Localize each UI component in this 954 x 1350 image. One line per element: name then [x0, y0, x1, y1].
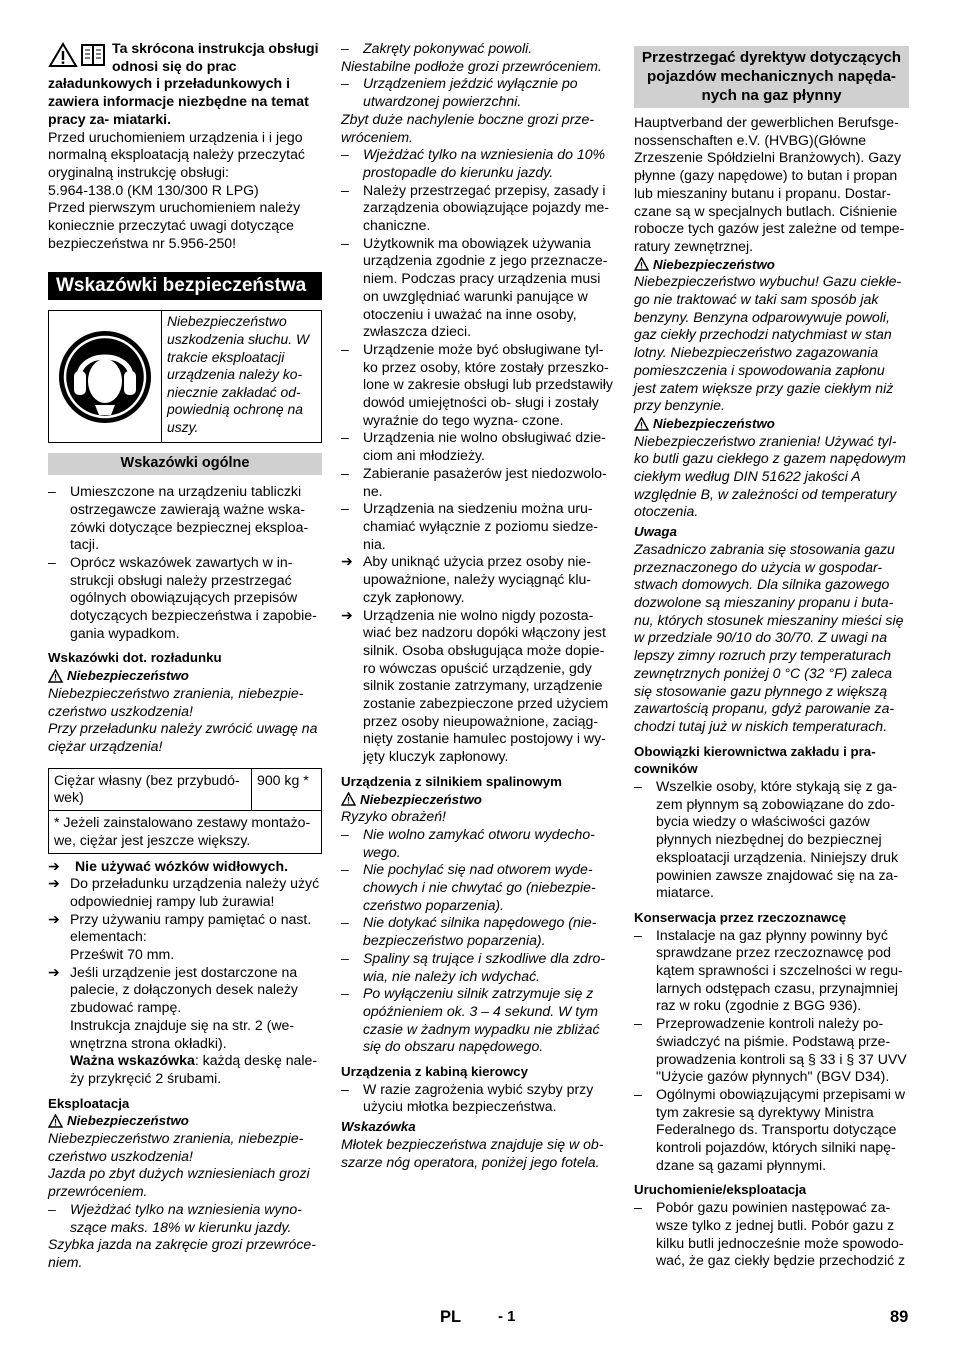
danger-label-row	[48, 1112, 322, 1130]
clearance-text: Prześwit 70 mm.	[70, 946, 175, 963]
section-title: Wskazówki bezpieczeństwa	[48, 272, 322, 300]
dash-marker: –	[341, 234, 349, 251]
dash-marker: –	[341, 75, 349, 92]
lpg-heading: Przestrzegać dyrektyw dotyczących pojazdów mechanicznych napęda- nych na gaz płynny	[634, 46, 909, 108]
hearing-protection-box	[48, 310, 322, 443]
operation-heading: Eksploatacja	[48, 1095, 130, 1111]
dash-marker: –	[634, 778, 642, 795]
explosion-warning: Niebezpieczeństwo wybuchu! Gazu ciekłe- go nie traktować w taki sam sposób jak benzyny. Benzyna odparowywuje powoli, gaz ciekły przechodzi natychmiast w stan lotny. Niebezpieczeństwo zagazowania pomieszczenia i spowodowania zapłonu jest zatem większe przy gazie ciekłym niż przy benzynie.	[634, 273, 902, 414]
side-tilt-warning: Zbyt duże nachylenie boczne grozi prze- wróceniem.	[341, 110, 595, 145]
manual-book-icon	[80, 42, 106, 68]
dash-marker: –	[341, 429, 349, 446]
dash-marker: –	[341, 985, 349, 1002]
danger-label: Niebezpieczeństwo	[360, 791, 482, 807]
list-item: – Nie wolno zamykać otworu wydecho- wego.	[341, 825, 595, 860]
intro-safety-ref: Przed pierwszym uruchomieniem należy koniecznie przeczytać uwagi dotyczące bezpieczeństwa nr 5.956-250!	[48, 199, 301, 251]
danger-label-row	[634, 415, 909, 433]
list-item: – Pobór gazu powinien następować za- wsze tylko z jednej butli. Pobór gazu z kilku butli jednocześnie może spowodo- wać, że gaz ciekły będzie przechodzić z	[634, 1199, 906, 1269]
dash-marker: –	[341, 914, 349, 931]
note-text: Młotek bezpieczeństwa znajduje się w ob- szarze nóg operatora, poniżej jego fotela.	[341, 1135, 604, 1170]
engine-heading: Urządzenia z silnikiem spalinowym	[341, 773, 562, 789]
arrow-icon: ➔	[48, 963, 60, 980]
list-item: – Zabieranie pasażerów jest niedozwolo- ne.	[341, 464, 607, 499]
arrow-icon: ➔	[341, 606, 353, 623]
list-item: – Ogólnymi obowiązującymi przepisami w tym zakresie są dyrektywy Ministra Federalnego ds. Transportu dotyczące kontroli pojazdów, których silniki napę- dzane są gazami płynnymi.	[634, 1085, 906, 1173]
transfer-heading: Wskazówki dot. rozładunku	[48, 650, 222, 666]
list-item: – Użytkownik ma obowiązek używania urządzenia zgodnie z jego przeznacze- niem. Podczas pracy urządzenia musi on uwzględniać warunki panujące w otoczeniu i uważać na inne osoby, zwłaszcza dzieci.	[341, 234, 608, 340]
dash-marker: –	[634, 1085, 642, 1102]
operation-warning: Niebezpieczeństwo zranienia, niebezpie- czeństwo uszkodzenia!	[48, 1130, 304, 1164]
warning-triangle-icon	[634, 257, 649, 271]
dash-marker: –	[341, 340, 349, 357]
list-item: ➔ Nie używać wózków widłowych.	[48, 857, 289, 874]
ear-protection-icon	[57, 329, 153, 425]
injury-risk: Ryzyko obrażeń!	[341, 808, 446, 825]
dash-marker: –	[341, 146, 349, 163]
column-3	[634, 40, 909, 1270]
list-item: – Wjeżdżać tylko na wzniesienia wyno- szące maks. 18% w kierunku jazdy.	[48, 1200, 302, 1235]
column-1	[48, 40, 322, 1272]
weight-label: Ciężar własny (bez przybudó- wek)	[49, 768, 252, 810]
list-item: – Instalacje na gaz płynny powinny być sprawdzane przez rzeczoznawcę pod kątem sprawności i szczelności w regu- larnych odstępach czasu, przynajmniej raz w roku (zgodnie z BGG 936).	[634, 926, 903, 1014]
intro-paragraph: Przed uruchomieniem urządzenia i i jego normalną eksploatacją należy przeczytać oryginalną instrukcję obsługi:	[48, 128, 305, 180]
list-item: – W razie zagrożenia wybić szyby przy użyciu młotka bezpieczeństwa.	[341, 1080, 594, 1115]
danger-label: Niebezpieczeństwo	[67, 1113, 189, 1129]
list-item: – Umieszczone na urządzeniu tabliczki ostrzegawcze zawierają ważne wska- zówki dotyczące bezpiecznej eksploa- tacji.	[48, 483, 309, 553]
dash-marker: –	[341, 500, 349, 517]
hearing-warning-text: Niebezpieczeństwo uszkodzenia słuchu. W trakcie eksploatacji urządzenia należy ko- niecznie zakładać od- powiednią ochronę na uszy.	[167, 313, 310, 435]
column-2	[341, 40, 613, 1171]
warning-triangle-icon	[48, 669, 63, 683]
lpg-intro: Hauptverband der gewerblichen Berufsge- nossenschaften e.V. (HVBG)(Główne Zrzeszenie Spółdzielni Branżowych). Gazy płynne (gazy napędowe) to butan i propan lub mieszaniny butanu i propanu. Dostar- czane są w specjalnych butlach. Ciśnienie robocze tych gazów jest zależne od tempe- ratury zewnętrznej.	[634, 114, 905, 254]
weight-table	[48, 768, 322, 854]
list-item: – Spaliny są trujące i szkodliwe dla zdro- wia, nie należy ich wdychać.	[341, 949, 606, 984]
list-item: ➔ Urządzenia nie wolno nigdy pozosta- wiać bez nadzoru dopóki włączony jest silnik. Osoba obsługująca może dopie- ro wówczas opuścić urządzenie, gdy silnik zostanie zatrzymany, urządzenie zostanie zabezpieczone przed użyciem przez osoby nieupoważnione, zaciąg- nięty zostanie hamulec postojowy i wy- jęty kluczyk zapłonowy.	[341, 606, 609, 765]
list-item: – Oprócz wskazówek zawartych w in- strukcji obsługi należy przestrzegać ogólnych obowiązujących przepisów dotyczących bezpieczeństwa i zapobie- gania wypadkom.	[48, 553, 317, 641]
danger-label-row	[48, 667, 322, 685]
note-label: Wskazówka	[341, 1119, 416, 1135]
operation-warning-slope: Jazda po zbyt dużych wzniesieniach grozi przewróceniem.	[48, 1165, 310, 1200]
caution-text: Zasadniczo zabrania się stosowania gazu przeznaczonego do użycia w gospodar- stwach domowych. Dla silnika gazowego dozwolone są mieszaniny propanu i buta- nu, których stosunek mieszaniny mieści się w przedziale 90/10 do 30/70. Z uwagi na lepszy zimny rozruch przy temperaturach zewnętrznych poniżej 0 °C (32 °F) zaleca się stosowanie gazu płynnego z większą zawartością propanu, gdyż parowanie za- chodzi tutaj już w niskich temperaturach.	[634, 540, 904, 734]
list-item: ➔ Jeśli urządzenie jest dostarczone na palecie, z dołączonych desek należy zbudować rampę.	[48, 963, 298, 1016]
list-item: – Urządzenie może być obsługiwane tyl- ko przez osoby, które zostały przeszko- lone w zakresie obsługi lub przedstawiły dowód umiejętności ob- sługi i zostały wyraźnie do tego wyzna- czone.	[341, 340, 613, 428]
list-item: – Urządzenia na siedzeniu można uru- chamiać wyłącznie z poziomu siedze- nia.	[341, 500, 598, 552]
cabin-heading: Urządzenia z kabiną kierowcy	[341, 1064, 528, 1080]
operation-warning-curve: Szybka jazda na zakręcie grozi przewróce- niem.	[48, 1236, 316, 1270]
important-note: Ważna wskazówka: każdą deskę nale- ży przykręcić 2 śrubami.	[70, 1052, 318, 1086]
list-item: ➔ Do przeładunku urządzenia należy użyć odpowiedniej rampy lub żurawia!	[48, 875, 320, 909]
footer-page-marker: - 1	[498, 1308, 516, 1325]
weight-value: 900 kg *	[252, 768, 322, 810]
dash-marker: –	[341, 825, 349, 842]
arrow-icon: ➔	[48, 875, 60, 892]
dash-marker: –	[341, 1080, 349, 1097]
weight-note: * Jeżeli zainstalowano zestawy montażo- we, ciężar jest jeszcze większy.	[49, 811, 322, 853]
list-item: – Wjeżdżać tylko na wzniesienia do 10% prostopadle do kierunku jazdy.	[341, 146, 606, 180]
warning-triangle-icon	[48, 42, 78, 68]
dash-marker: –	[48, 553, 56, 570]
arrow-icon: ➔	[341, 553, 353, 570]
dash-marker: –	[48, 1200, 56, 1217]
list-item: – Nie dotykać silnika napędowego (nie- bezpieczeństwo poparzenia).	[341, 914, 597, 949]
hearing-protection-pictogram	[49, 311, 162, 442]
danger-label-row	[341, 791, 613, 809]
danger-label: Niebezpieczeństwo	[653, 415, 775, 431]
list-item: – Urządzenia nie wolno obsługiwać dzie- ciom ani młodzieży.	[341, 429, 606, 464]
list-item: – Nie pochylać się nad otworem wyde- chowych i nie chwytać go (niebezpie- czeństwo poparzenia).	[341, 861, 596, 913]
dash-marker: –	[341, 861, 349, 878]
list-item: – Zakręty pokonywać powoli.	[341, 40, 533, 56]
general-heading: Wskazówki ogólne	[48, 453, 322, 475]
dash-marker: –	[634, 1199, 642, 1216]
dash-marker: –	[341, 949, 349, 966]
injury-warning: Niebezpieczeństwo zranienia! Używać tyl- ko butli gazu ciekłego z gazem napędowym ciekłym według DIN 51622 jakości A względnie B, w zależności od temperatury otoczenia.	[634, 432, 906, 520]
footer-language: PL	[440, 1308, 462, 1326]
warning-triangle-icon	[48, 1114, 63, 1128]
dash-marker: –	[341, 464, 349, 481]
warning-triangle-icon	[634, 417, 649, 431]
dash-marker: –	[341, 40, 349, 56]
list-item: – Urządzeniem jeździć wyłącznie po utwardzonej powierzchni.	[341, 75, 578, 110]
list-item: ➔ Przy używaniu rampy pamiętać o nast. elementach:	[48, 910, 312, 945]
startup-heading: Uruchomienie/eksploatacja	[634, 1182, 807, 1198]
instruction-location: Instrukcja znajduje się na str. 2 (we- wnętrzna strona okładki).	[70, 1016, 295, 1051]
arrow-icon: ➔	[48, 910, 60, 927]
list-item: – Po wyłączeniu silnik zatrzymuje się z opóźnieniem ok. 3 – 4 sekund. W tym czasie w żadnym wypadku nie zbliżać się do obszaru napędowego.	[341, 985, 600, 1055]
dash-marker: –	[634, 1015, 642, 1032]
intro-bold-text: Ta skrócona instrukcja obsługi odnosi się do prac załadunkowych i przeładunkowych i zawiera informacje niezbędne na temat pracy za- miatarki.	[48, 40, 319, 127]
list-item: ➔ Aby uniknąć użycia przez osoby nie- upoważnione, należy wyciągnąć klu- czyk zapłonowy.	[341, 553, 591, 605]
dash-marker: –	[634, 926, 642, 943]
dash-marker: –	[341, 181, 349, 198]
intro-model: 5.964-138.0 (KM 130/300 R LPG)	[48, 181, 259, 198]
transfer-warning-weight: Przy przeładunku należy zwrócić uwagę na ciężar urządzenia!	[48, 720, 318, 754]
intro-icons	[48, 42, 106, 68]
list-item: – Należy przestrzegać przepisy, zasady i zarządzenia obowiązujące pojazdy me- chaniczne.	[341, 181, 609, 234]
danger-label-row	[634, 256, 909, 274]
intro-block	[48, 40, 322, 129]
maintenance-heading: Konserwacja przez rzeczoznawcę	[634, 909, 847, 925]
danger-label: Niebezpieczeństwo	[653, 256, 775, 272]
duties-heading: Obowiązki kierownictwa zakładu i pra- cowników	[634, 743, 876, 777]
arrow-icon: ➔	[48, 857, 60, 874]
footer-page-number: 89	[890, 1308, 909, 1326]
dash-marker: –	[48, 483, 56, 500]
caution-label: Uwaga	[634, 524, 677, 540]
list-item: – Przeprowadzenie kontroli należy po- świadczyć na piśmie. Podstawą prze- prowadzenia kontroli są § 33 i § 37 UVV "Użycie gazów płynnych" (BGV D34).	[634, 1015, 907, 1085]
danger-label: Niebezpieczeństwo	[67, 668, 189, 684]
list-item: – Wszelkie osoby, które stykają się z ga- zem płynnym są zobowiązane do zdo- bycia wiedzy o właściwości gazów płynnych niezbędnej do bezpiecznej eksploatacji urządzenia. Niniejszy druk powinien zawsze znajdować się na za- miatarce.	[634, 778, 899, 901]
unstable-warning: Niestabilne podłoże grozi przewróceniem.	[341, 57, 602, 74]
warning-triangle-icon	[341, 792, 356, 806]
transfer-warning: Niebezpieczeństwo zranienia, niebezpie- czeństwo uszkodzenia!	[48, 684, 304, 719]
